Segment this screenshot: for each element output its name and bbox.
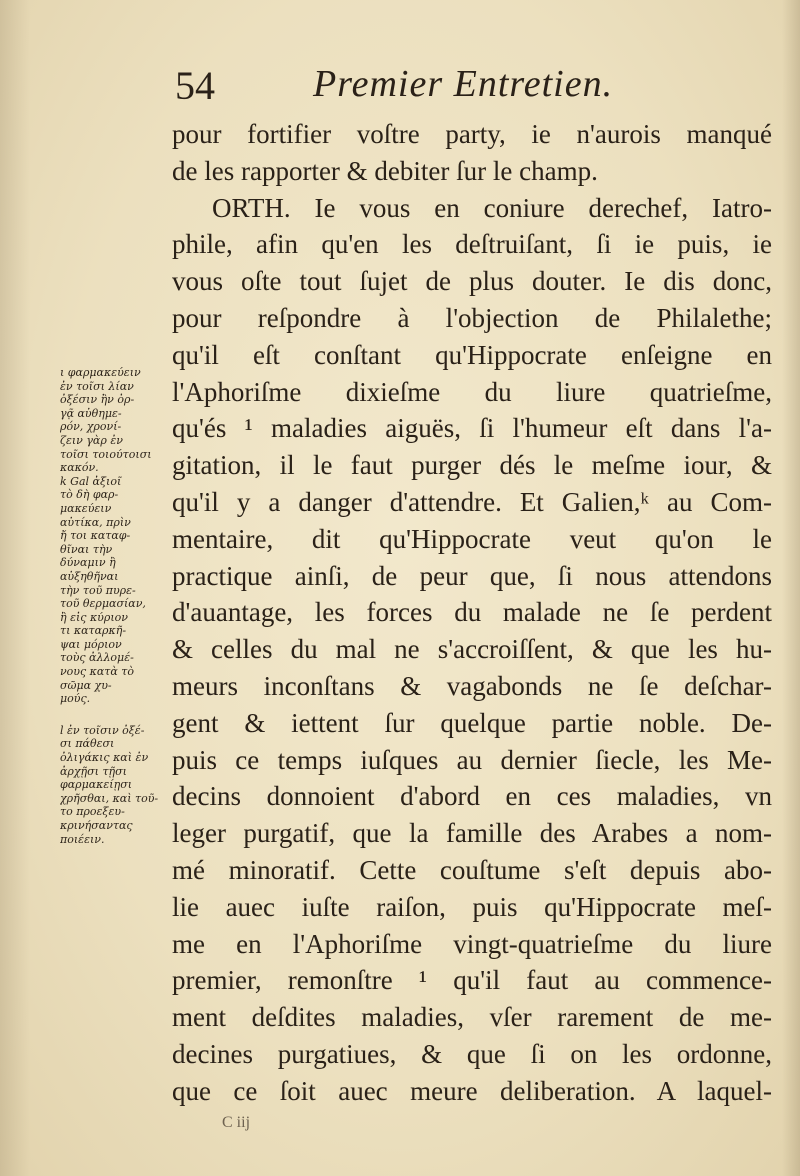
running-title: Premier Entretien. — [313, 63, 614, 105]
text-line: de les rapporter & debiter ſur le champ. — [172, 155, 598, 186]
text-line: premier, remonſtre ¹ qu'il faut au commence- — [172, 965, 772, 996]
note-line: χρῆσθαι, καὶ τοῦ- — [60, 791, 159, 805]
text-line: meurs inconſtans & vagabonds ne ſe deſchar- — [172, 670, 772, 701]
note-line: τὸ δὴ φαρ- — [60, 488, 119, 502]
note-line: μούς. — [60, 692, 91, 706]
text-line: qu'il eſt conſtant qu'Hippocrate enſeigne en — [172, 339, 772, 370]
text-line: decines purgatiues, & que ſi on les ordonne, — [172, 1038, 772, 1069]
text-line: d'auantage, les forces du malade ne ſe perdent — [172, 597, 772, 628]
gutter-shadow — [0, 0, 30, 1176]
note-line: τι καταρκῆ- — [60, 624, 127, 638]
note-line: σι πάθεσι — [60, 737, 115, 751]
note-line: k Gal ἀξιοῖ — [60, 474, 122, 488]
text-line: practique ainſi, de peur que, ſi nous attendons — [172, 560, 772, 591]
note-line: τοῖσι τοιούτοισι — [60, 447, 152, 461]
text-line: gitation, il le faut purger dés le meſme iour, & — [172, 450, 772, 481]
margin-notes — [60, 366, 162, 846]
text-line: que ce ſoit auec meure deliberation. A laquel- — [172, 1075, 772, 1106]
note-line: τοῦ θερμασίαν, — [60, 597, 146, 611]
note-line: αὐξηθῆναι — [60, 569, 119, 583]
text-line: lie auec iuſte raiſon, puis qu'Hippocrate meſ- — [172, 891, 772, 922]
text-line: decins donnoient d'abord en ces maladies, vn — [172, 781, 772, 812]
text-line: ment deſdites maladies, vſer rarement de me- — [172, 1002, 772, 1033]
note-line: ἀρχῇσι τῇσι — [60, 764, 127, 778]
text-line: & celles du mal ne s'accroiſſent, & que les hu- — [172, 634, 772, 665]
text-line: pour reſpondre à l'objection de Philalethe; — [172, 302, 772, 333]
note-line: ἐν τοῖσι λίαν — [60, 379, 134, 393]
note-line: ψαι μόριον — [60, 637, 122, 651]
margin-note-l — [60, 724, 162, 846]
text-line: leger purgatif, que la famille des Arabes a nom- — [172, 818, 772, 849]
note-spacer — [60, 706, 162, 724]
note-line: ἤ τοι καταφ- — [60, 529, 131, 543]
text-line: me en l'Aphoriſme vingt-quatrieſme du liure — [172, 928, 772, 959]
text-line: mentaire, dit qu'Hippocrate veut qu'on le — [172, 523, 772, 554]
text-line: qu'il y a danger d'attendre. Et Galien,ᵏ au Com- — [172, 486, 772, 517]
text-line: pour fortifier voſtre party, ie n'aurois manqué — [172, 119, 772, 149]
signature-mark: C iij — [222, 1114, 251, 1131]
note-line: φαρμακείῃσι — [60, 778, 133, 792]
note-line: το προεξευ- — [60, 805, 125, 819]
note-line: τὴν τοῦ πυρε- — [60, 583, 136, 597]
note-line: ζειν γὰρ ἐν — [60, 433, 123, 447]
note-line: κακόν. — [60, 461, 99, 475]
note-line: τοὺς ἀλλομέ- — [60, 651, 134, 665]
note-line: ρόν, χρονί- — [60, 420, 122, 434]
note-line: l ἐν τοῖσιν ὀξέ- — [60, 723, 145, 737]
page-header — [175, 62, 765, 114]
text-line: puis ce temps iuſques au dernier ſiecle, les Me- — [172, 744, 772, 775]
note-line: ὀξέσιν ἢν ὀρ- — [60, 393, 135, 407]
note-line: ποιέειν. — [60, 832, 105, 846]
note-line: νους κατὰ τὸ — [60, 665, 135, 679]
margin-note-k — [60, 475, 162, 706]
note-line: ὀλιγάκις καὶ ἐν — [60, 751, 149, 765]
text-line: phile, afin qu'en les deſtruiſant, ſi ie puis, ie — [172, 229, 772, 260]
main-text — [172, 116, 772, 1110]
text-line: vous oſte tout ſujet de plus douter. Ie dis donc, — [172, 266, 772, 297]
margin-note-i — [60, 366, 162, 475]
note-line: αὐτίκα, πρὶν — [60, 515, 131, 529]
note-line: σῶμα χυ- — [60, 678, 112, 692]
note-line: θῖναι τὴν — [60, 542, 113, 556]
note-line: μακεύειν — [60, 501, 112, 515]
text-line: mé minoratif. Cette couſtume s'eſt depuis abo- — [172, 854, 772, 885]
page-number: 54 — [175, 63, 215, 108]
note-line: ι φαρμακεύειν — [60, 366, 141, 379]
text-line: ORTH. Ie vous en coniure derechef, Iatro- — [212, 192, 772, 223]
text-line: gent & iettent ſur quelque partie noble. De- — [172, 707, 772, 738]
note-line: δύναμιν ἢ — [60, 556, 116, 570]
note-line: κρινήσαντας — [60, 819, 133, 832]
note-line: γᾷ αὐθημε- — [60, 406, 122, 420]
note-line: ἢ εἰς κύριον — [60, 610, 128, 624]
text-line: qu'és ¹ maladies aiguës, ſi l'humeur eſt dans l'a- — [172, 413, 772, 444]
text-line: l'Aphoriſme dixieſme du liure quatrieſme, — [172, 376, 772, 407]
page-edge-shadow — [782, 0, 800, 1176]
